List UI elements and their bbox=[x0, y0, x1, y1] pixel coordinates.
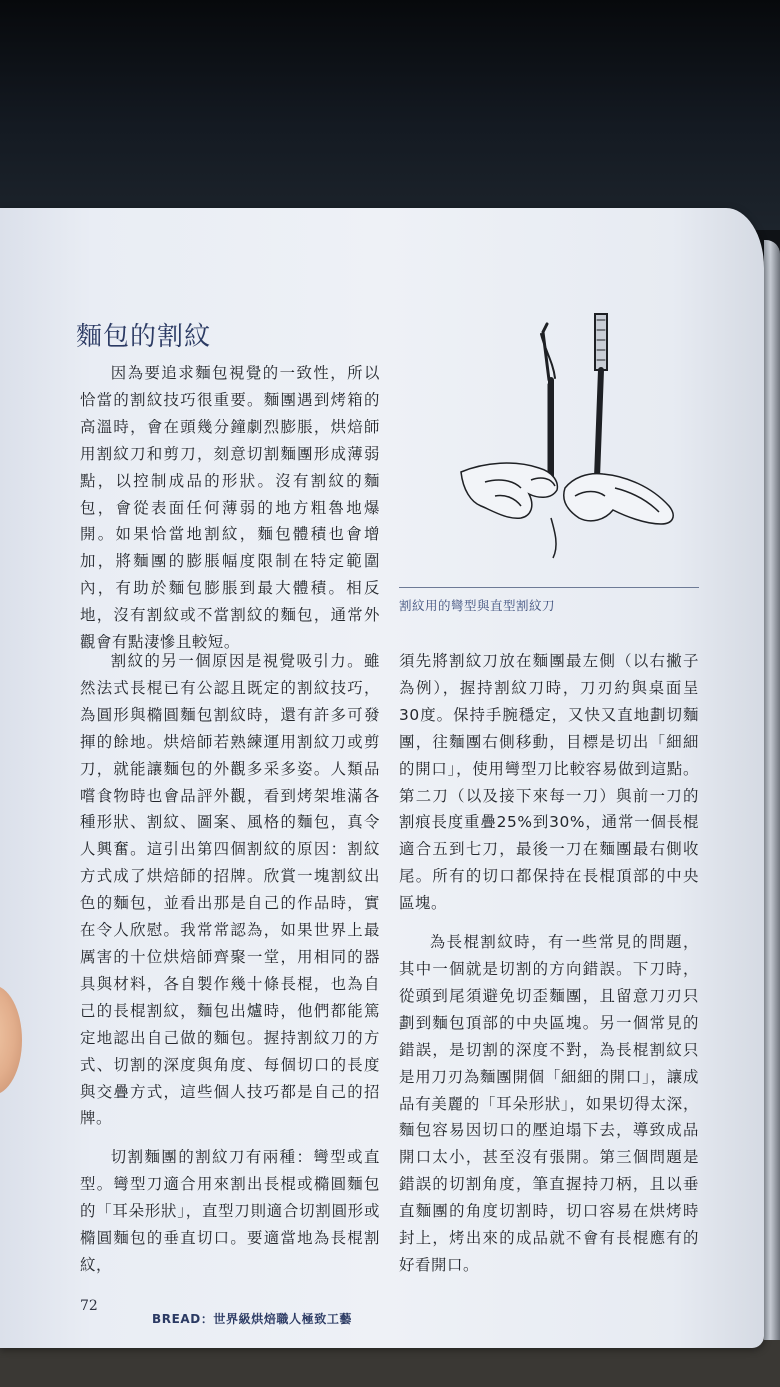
left-hand-icon bbox=[461, 463, 557, 518]
page-number: 72 bbox=[80, 1298, 98, 1314]
body-paragraph: 須先將割紋刀放在麵團最左側（以右撇子為例），握持割紋刀時，刀刃約與桌面呈30度。保持手腕穩定，又快又直地劃切麵團，往麵團右側移動，目標是切出「細細的開口」，使用彎型刀比較容易做到這點。第二刀（以及接下來每一刀）與前一刀的割痕長度重疊25%到30%，通常一個長棍適合五到七刀，最後一刀在麵團最右側收尾。所有的切口都保持在長棍頂部的中央區塊。 bbox=[399, 652, 699, 913]
body-paragraph: 割紋的另一個原因是視覺吸引力。雖然法式長棍已有公認且既定的割紋技巧，為圓形與橢圓麵包割紋時，還有許多可發揮的餘地。烘焙師若熟練運用割紋刀或剪刀，就能讓麵包的外觀多采多姿。人類品嚐食物時也會品評外觀，看到烤架堆滿各種形狀、割紋、圖案、風格的麵包，真令人興奮。這引出第四個割紋的原因：割紋方式成了烘焙師的招牌。欣賞一塊割紋出色的麵包，並看出那是自己的作品時，實在令人欣慰。我常常認為，如果世界上最厲害的十位烘焙師齊聚一堂，用相同的器具與材料，各自製作幾十條長棍，也為自己的長棍割紋，麵包出爐時，他們都能篤定地認出自己做的麵包。握持割紋刀的方式、切割的深度與角度、每個切口的長度與交疊方式，這些個人技巧都是自己的招牌。 bbox=[80, 652, 380, 1128]
right-column bbox=[399, 648, 699, 1291]
hands-holding-lames-illustration bbox=[455, 310, 705, 570]
right-hand-icon bbox=[551, 474, 673, 558]
caption-rule bbox=[399, 587, 699, 588]
figure-caption: 割紋用的彎型與直型割紋刀 bbox=[399, 598, 556, 613]
curved-lame-icon bbox=[541, 324, 555, 478]
section-heading: 麵包的割紋 bbox=[76, 322, 212, 352]
left-column-top bbox=[80, 360, 380, 668]
body-paragraph: 為長棍割紋時，有一些常見的問題，其中一個就是切割的方向錯誤。下刀時，從頭到尾須避免切歪麵團，且留意刀刃只劃到麵包頂部的中央區塊。另一個常見的錯誤，是切割的深度不對，為長棍割紋只是用刀刃為麵團開個「細細的開口」，讓成品有美麗的「耳朵形狀」，如果切得太深，麵包容易因切口的壓迫塌下去，導致成品開口太小，甚至沒有張開。第三個問題是錯誤的切割角度，筆直握持刀柄，且以垂直麵團的角度切割時，切口容易在烘烤時封上，烤出來的成品就不會有長棍應有的好看開口。 bbox=[399, 933, 699, 1274]
dark-background bbox=[0, 0, 780, 230]
next-page-edge bbox=[764, 240, 780, 1340]
straight-lame-icon bbox=[595, 314, 607, 478]
left-column-bottom bbox=[80, 648, 380, 1291]
body-paragraph: 切割麵團的割紋刀有兩種：彎型或直型。彎型刀適合用來割出長棍或橢圓麵包的「耳朵形狀」，直型刀則適合切割圓形或橢圓麵包的垂直切口。要適當地為長棍割紋， bbox=[80, 1148, 380, 1274]
running-head: BREAD：世界級烘焙職人極致工藝 bbox=[152, 1312, 353, 1326]
intro-paragraph: 因為要追求麵包視覺的一致性，所以恰當的割紋技巧很重要。麵團遇到烤箱的高溫時，會在頭幾分鐘劇烈膨脹，烘焙師用割紋刀和剪刀，刻意切割麵團形成薄弱點，以控制成品的形狀。沒有割紋的麵包，會從表面任何薄弱的地方粗魯地爆開。如果恰當地割紋，麵包體積也會增加，將麵團的膨脹幅度限制在特定範圍內，有助於麵包膨脹到最大體積。相反地，沒有割紋或不當割紋的麵包，通常外觀會有點淒慘且較短。 bbox=[80, 364, 380, 652]
